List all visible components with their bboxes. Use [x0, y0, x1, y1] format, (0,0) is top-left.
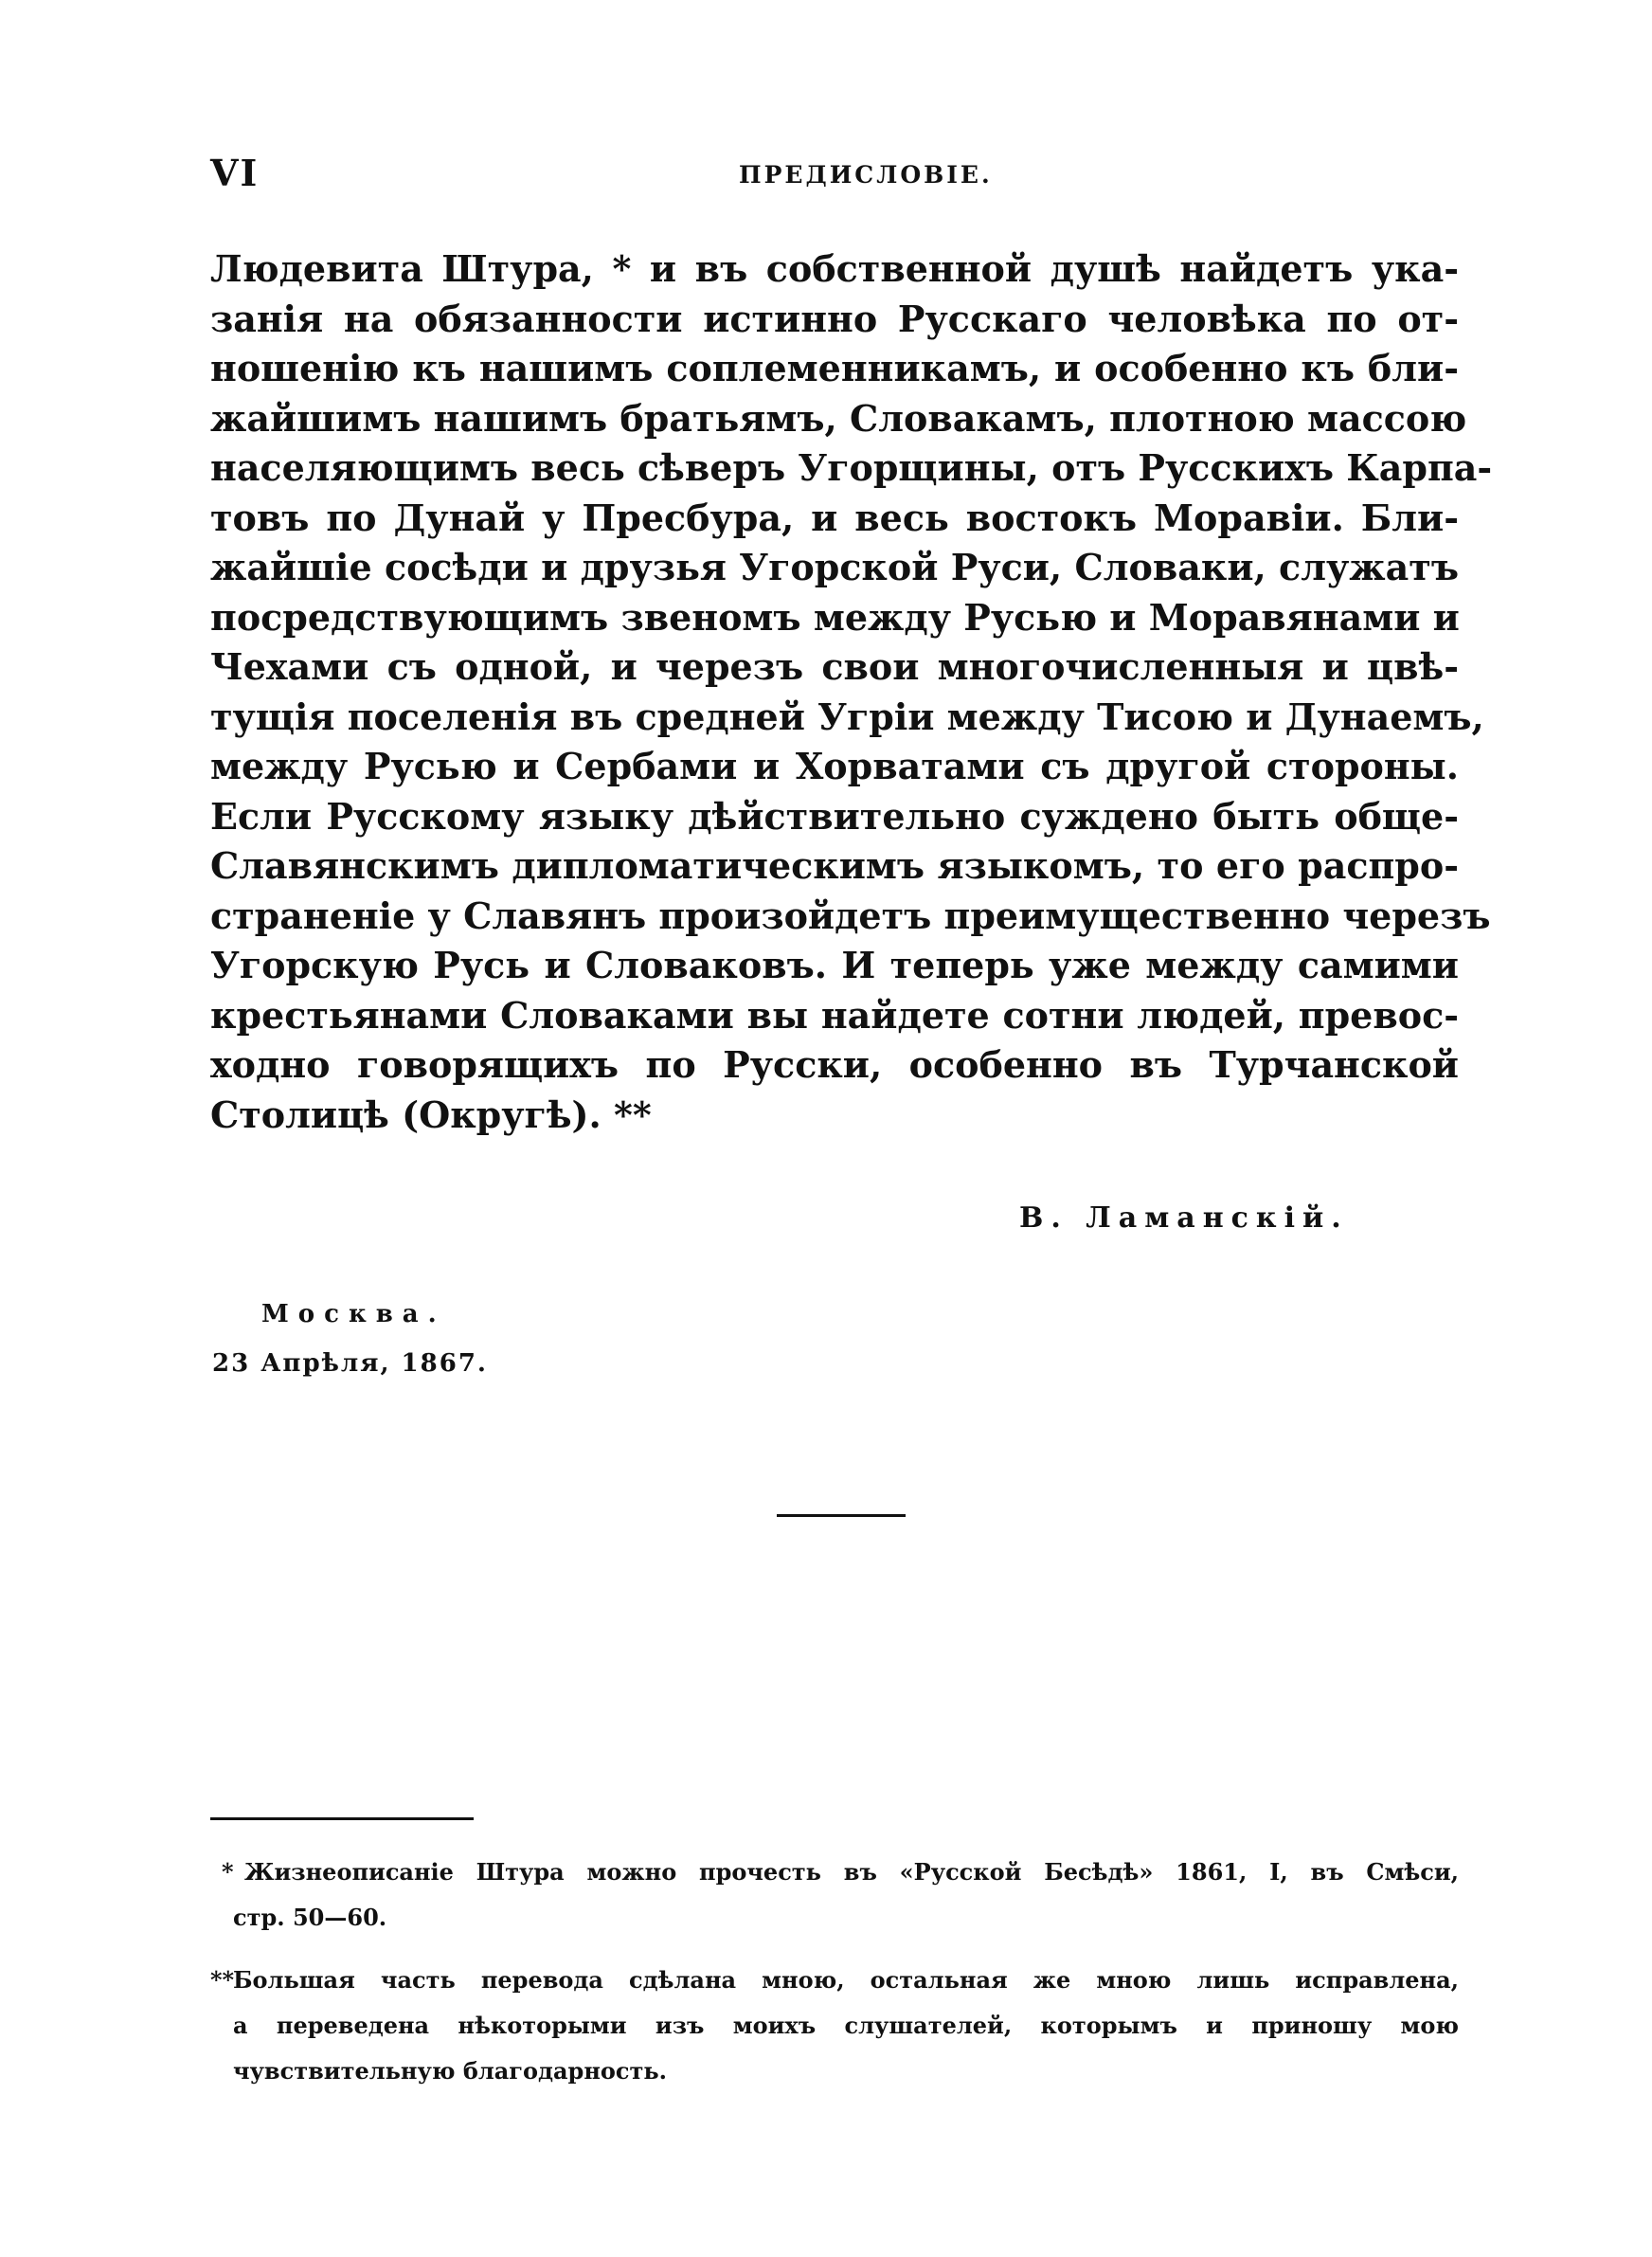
- footnotes: [210, 1850, 1459, 2094]
- body-line: Угорскую Русь и Словаковъ. И теперь уже между самими: [210, 944, 1459, 986]
- body-line: посредствующимъ звеномъ между Русью и Моравянами и: [210, 595, 1460, 639]
- body-line: Если Русскому языку дѣйствительно суждено быть обще-: [210, 794, 1459, 838]
- body-line: ношенію къ нашимъ соплеменникамъ, и особенно къ бли-: [210, 347, 1459, 389]
- author-signature: В. Ламанскій.: [1019, 1201, 1349, 1235]
- body-line: Столицѣ (Округѣ). **: [210, 1092, 652, 1136]
- body-line: тущія поселенія въ средней Угріи между Тисою и Дунаемъ,: [210, 695, 1484, 738]
- running-header-title: ПРЕДИСЛОВІЕ.: [739, 161, 993, 189]
- footnote-separator: [210, 1817, 474, 1820]
- body-line: жайшіе сосѣди и друзья Угорской Руси, Словаки, служатъ: [210, 546, 1459, 588]
- date-of-writing: 23 Апрѣля, 1867.: [212, 1349, 488, 1378]
- place-of-writing: Москва.: [261, 1300, 446, 1328]
- footnote-1-line: [210, 1850, 1459, 1895]
- footnote-1-text: Жизнеописаніе Штура можно прочесть въ «Русской Бесѣдѣ» 1861, I, въ Смѣси,: [244, 1858, 1459, 1886]
- body-line: крестьянами Словаками вы найдете сотни людей, превос-: [210, 993, 1459, 1037]
- footnote-1-marker: *: [222, 1858, 234, 1886]
- footnote-2-text: Большая часть перевода сдѣлана мною, остальная же мною лишь исправлена,: [233, 1966, 1459, 1994]
- body-line: Людевита Штура, * и въ собственной душѣ найдетъ ука-: [210, 247, 1459, 290]
- body-line: товъ по Дунай у Пресбура, и весь востокъ Моравіи. Бли-: [210, 496, 1459, 539]
- section-divider: [777, 1514, 906, 1517]
- footnote-2-line: [210, 1958, 1459, 2003]
- body-text: [210, 244, 1493, 1140]
- footnote-1-line: стр. 50—60.: [233, 1904, 387, 1931]
- body-line: занія на обязанности истинно Русскаго человѣка по от-: [210, 297, 1459, 340]
- body-line: населяющимъ весь сѣверъ Угорщины, отъ Русскихъ Карпа-: [210, 446, 1493, 489]
- footnote-2-marker: **: [210, 1966, 235, 1994]
- body-line: Чехами съ одной, и черезъ свои многочисленныя и цвѣ-: [210, 645, 1459, 688]
- footnote-gap: [210, 1941, 1459, 1958]
- body-line: страненіе у Славянъ произойдетъ преимущественно черезъ: [210, 894, 1491, 937]
- body-line: Славянскимъ дипломатическимъ языкомъ, то его распро-: [210, 844, 1459, 887]
- footnote-2-line: чувствительную благодарность.: [233, 2057, 668, 2085]
- footnote-2-line: а переведена нѣкоторыми изъ моихъ слушателей, которымъ и приношу мою: [233, 2012, 1459, 2039]
- page-number: VI: [210, 152, 260, 194]
- body-line: жайшимъ нашимъ братьямъ, Словакамъ, плотною массою: [210, 396, 1467, 440]
- body-line: между Русью и Сербами и Хорватами съ другой стороны.: [210, 745, 1459, 787]
- body-line: ходно говорящихъ по Русски, особенно въ Турчанской: [210, 1043, 1459, 1086]
